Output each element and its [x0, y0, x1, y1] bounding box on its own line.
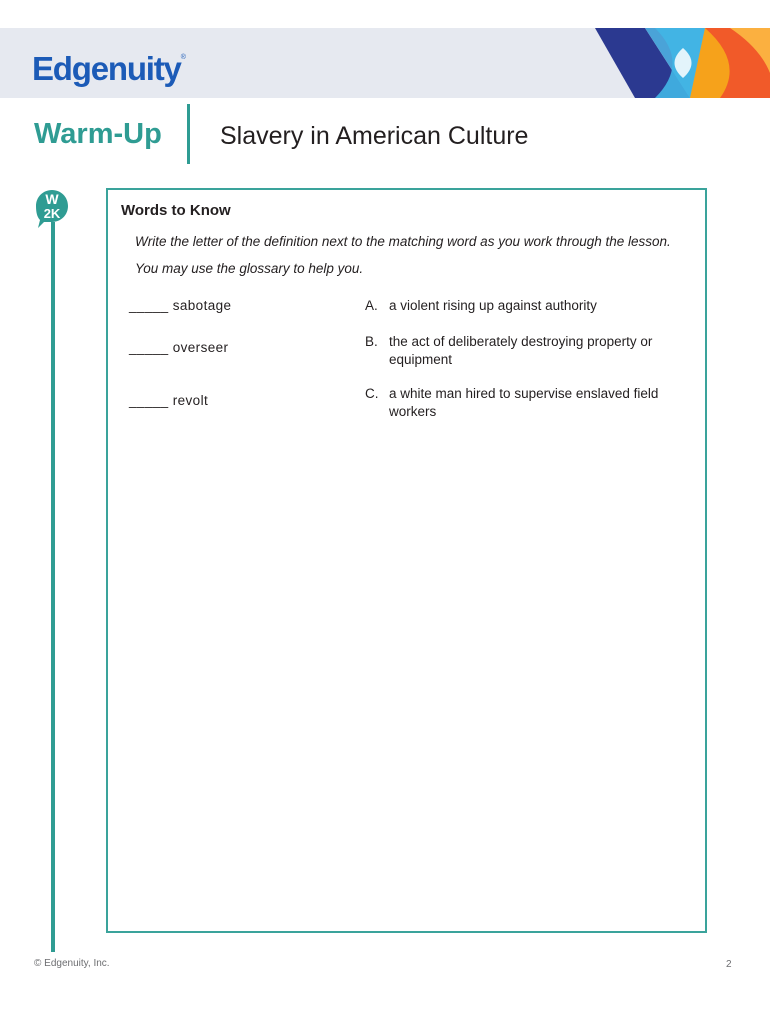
badge-bottom-text: 2K — [43, 206, 61, 221]
definition-letter: B. — [365, 334, 378, 349]
definition-letter: C. — [365, 386, 379, 401]
header-band — [0, 28, 770, 98]
instructions-text: Write the letter of the definition next to the matching word as you work through the lesson. You may use the glossary to help you. — [135, 234, 671, 276]
word-item-revolt[interactable] — [129, 393, 208, 408]
lesson-title: Slavery in American Culture — [220, 122, 529, 150]
words-to-know-badge-icon — [34, 188, 70, 228]
definition-c — [365, 385, 700, 421]
word-item-sabotage[interactable] — [129, 298, 231, 313]
decorative-shapes-icon — [595, 28, 770, 98]
timeline-line — [51, 222, 55, 952]
logo-text: Edgenuity — [32, 50, 181, 87]
word-term: revolt — [172, 393, 209, 408]
box-title: Words to Know — [121, 202, 231, 219]
definition-letter: A. — [365, 298, 378, 313]
word-item-overseer[interactable] — [129, 340, 228, 355]
word-term: sabotage — [172, 298, 232, 313]
definition-a — [365, 297, 700, 315]
answer-blank[interactable]: _____ — [129, 340, 169, 355]
copyright-text: © Edgenuity, Inc. — [34, 958, 110, 969]
answer-blank[interactable]: _____ — [129, 393, 169, 408]
definition-text: a white man hired to supervise enslaved field workers — [389, 386, 659, 419]
page-number: 2 — [726, 959, 732, 970]
definition-text: a violent rising up against authority — [389, 298, 597, 313]
section-label: Warm-Up — [34, 118, 162, 150]
title-row — [0, 104, 770, 166]
definition-text: the act of deliberately destroying property or equipment — [389, 334, 653, 367]
word-term: overseer — [172, 340, 229, 355]
answer-blank[interactable]: _____ — [129, 298, 169, 313]
title-divider — [187, 104, 190, 164]
badge-top-text: W — [45, 191, 59, 207]
edgenuity-logo — [32, 50, 186, 88]
words-to-know-box — [106, 188, 707, 933]
trademark-symbol: ® — [180, 54, 186, 61]
definition-b — [365, 333, 700, 369]
